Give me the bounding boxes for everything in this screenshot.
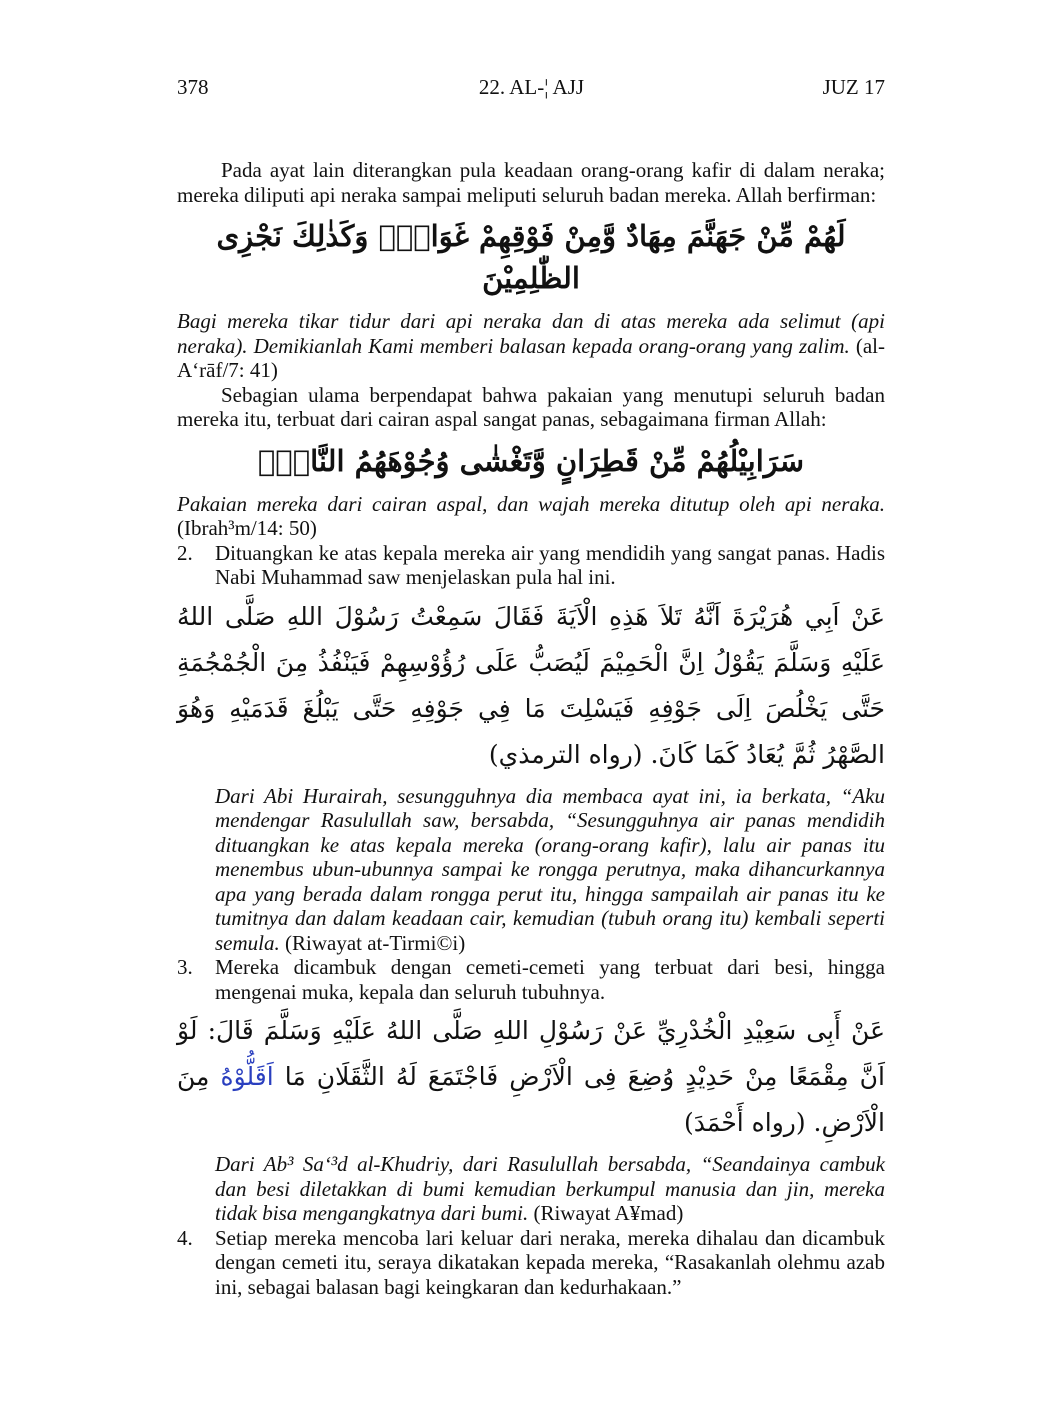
verse-translation-ibrahim: [177, 492, 885, 541]
list-item: [177, 1226, 885, 1300]
translation-text: Bagi mereka tikar tidur dari api neraka dan di atas mereka ada selimut (api neraka). Demikianlah Kami memberi balasan kepada orang-orang yang zalim.: [177, 309, 885, 358]
quran-verse-al-araf: لَهُمْ مِّنْ جَهَنَّمَ مِهَادٌ وَّمِنْ فَوْقِهِمْ غَوَاشٍۗ وَكَذٰلِكَ نَجْزِى الظّٰلِمِيْنَ: [216, 219, 846, 295]
page-number: 378: [177, 75, 209, 99]
list-item: [177, 541, 885, 590]
hadith-arabic-part: عَنْ أَبِى سَعِيْدِ الْخُدْرِيِّ عَنْ رَسُوْلِ اللهِ صَلَّى اللهُ عَلَيْهِ وَسَلَّمَ قَالَ: لَوْ اَنَّ مِقْمَعًا مِنْ حَدِيْدٍ وُضِعَ فِى الْاَرْضِ فَاجْتَمَعَ لَهُ الثَّقَلَانِ مَا: [177, 1016, 885, 1091]
verse-translation-al-araf: [177, 309, 885, 383]
translation-text: Dari Ab³ Sa‘³d al-Khudriy, dari Rasulullah bersabda, “Seandainya cambuk dan besi diletakkan di bumi kemudian berkumpul manusia dan jin, mereka tidak bisa mengangkatnya dari bumi.: [215, 1152, 885, 1225]
hadith-translation: [215, 784, 885, 956]
translation-text: Pakaian mereka dari cairan aspal, dan wajah mereka ditutup oleh api neraka.: [177, 491, 885, 516]
scholar-paragraph: Sebagian ulama berpendapat bahwa pakaian yang menutupi seluruh badan mereka itu, terbuat dari cairan aspal sangat panas, sebagaimana firman Allah:: [177, 382, 885, 431]
hadith-arabic-part: مِنَ الْاَرْضِ. (رواه أَحْمَدَ): [177, 1062, 885, 1137]
juz-label: JUZ 17: [822, 75, 885, 99]
list-item-text: Dituangkan ke atas kepala mereka air yang mendidih yang sangat panas. Hadis Nabi Muhammad saw menjelaskan pula hal ini.: [215, 540, 885, 589]
hadith-reference: (Riwayat at-Tirmi©i): [285, 930, 466, 955]
intro-paragraph: Pada ayat lain diterangkan pula keadaan orang-orang kafir di dalam neraka; mereka diliputi api neraka sampai meliputi seluruh badan mereka. Allah berfirman:: [177, 158, 885, 207]
verse-reference: (al-A‘rāf/7: 41): [177, 333, 886, 382]
list-item-text: Mereka dicambuk dengan cemeti-cemeti yang terbuat dari besi, hingga mengenai muka, kepala dan seluruh tubuhnya.: [215, 955, 885, 1004]
page-content: [177, 158, 885, 1299]
list-number: 4.: [177, 1225, 193, 1250]
hadith-arabic-ahmad: [177, 1008, 885, 1146]
list-number: 3.: [177, 955, 193, 979]
hadith-translation-block: [177, 784, 885, 956]
hadith-reference: (Riwayat A¥mad): [533, 1201, 684, 1225]
hadith-arabic-tirmidhi: عَنْ اَبِي هُرَيْرَةَ اَنَّهُ تَلاَ هَذِهِ الْاَيَةَ فَقَالَ سَمِعْتُ رَسُوْلَ اللهِ صَلَّى اللهُ عَلَيْهِ وَسَلَّمَ يَقُوْلُ اِنَّ الْحَمِيْمَ لَيُصَبُّ عَلَى رُؤُوْسِهِمْ فَيَنْفُذُ مِنَ الْجُمْجُمَةِ حَتَّى يَخْلُصَ اِلَى جَوْفِهِ فَيَسْلِتَ مَا فِي جَوْفِهِ حَتَّى يَبْلُغَ قَدَمَيْهِ وَهُوَ الصَّهْرُ ثُمَّ يُعَادُ كَمَا كَانَ. (رواه الترمذي): [177, 601, 885, 769]
hadith-arabic-highlight: اَقَلُّوْهُ: [220, 1062, 274, 1091]
list-item-text: Setiap mereka mencoba lari keluar dari neraka, mereka dihalau dan dicambuk dengan cemeti itu, seraya dikatakan kepada mereka, “Rasakanlah olehmu azab ini, sebagai balasan bagi keingkaran dan kedurhakaan.”: [215, 1225, 885, 1299]
hadith-translation-block: [177, 1152, 885, 1226]
translation-text: Dari Abi Hurairah, sesungguhnya dia membaca ayat ini, ia berkata, “Aku mendengar Rasulullah saw, bersabda, “Sesungguhnya air panas mendidih dituangkan ke atas kepala mereka (orang-orang kafir), lalu air panas itu menembus ubun-ubunnya sampai ke rongga perutnya, maka dihancurkannya apa yang berada dalam rongga perut itu, hingga sampailah air panas itu ke tumitnya dan dalam keadaan cair, kemudian (tubuh orang itu) kembali seperti semula.: [215, 783, 885, 955]
list-number: 2.: [177, 540, 193, 565]
verse-reference: (Ibrah³m/14: 50): [177, 516, 317, 540]
running-title: 22. AL-¦ AJJ: [478, 75, 585, 99]
list-item: [177, 955, 885, 1004]
quran-verse-ibrahim: سَرَابِيْلُهُمْ مِّنْ قَطِرَانٍ وَّتَغْشٰى وُجُوْهَهُمُ النَّارُۙ: [257, 443, 805, 478]
hadith-translation: [215, 1152, 885, 1226]
